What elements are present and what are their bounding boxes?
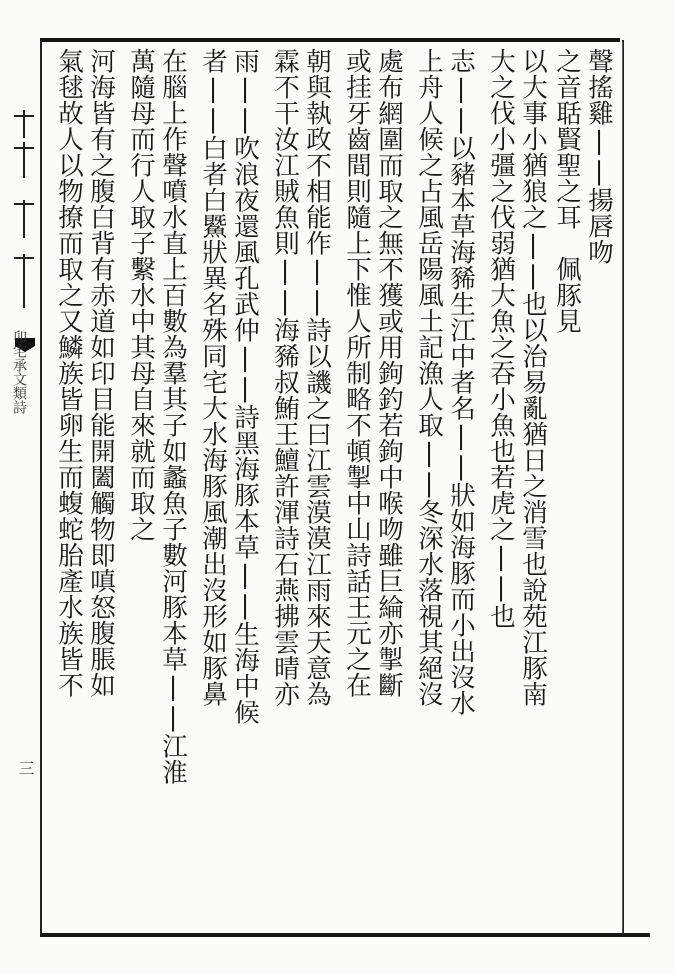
text-column-7: 處布網圍而取之無不獲或用鉤釣若鉤中喉吻雖巨綸亦掣斷 [374,48,404,698]
margin-page-number: 三 [16,760,35,776]
text-column-4: 大之伐小彊之伐弱猶大魚之吞小魚也若虎之||也 [486,48,516,629]
text-column-15: 河海皆有之腹白背有赤道如印目能開闔觸物即嗔怒腹脹如 [86,48,116,698]
text-column-12: 者||白者白鱀狀異名殊同宅大水海豚風潮出沒形如豚鼻 [198,48,228,707]
page-margin-strip [4,48,36,928]
text-column-2: 之音聒賢聖之耳 佩豚見 [552,48,582,334]
margin-book-code: 卯宅承文類詩 [11,330,27,414]
text-column-11: 雨||吹浪夜還風孔武仲||詩黑海豚本草||生海中候 [230,48,260,725]
text-column-10: 霖不干汝江賊魚則||海豨叔鮪王鱣許渾詩石燕拂雲晴亦 [270,48,300,707]
text-column-3: 以大事小猶狼之||也以治易亂猶日之消雪也說苑江豚南 [518,48,548,707]
top-border-rule [40,38,620,42]
edge-marks [10,108,38,328]
bottom-border-rule [40,933,650,937]
text-column-1: 聲搖雞||揚唇吻 [584,48,614,265]
text-column-5: 志||以豬本草海豨生江中者名||狀如海豚而小出沒水 [446,48,476,716]
text-column-16: 氣毬故人以物撩而取之又鱗族皆卵生而蝮蛇胎產水族皆不 [54,48,84,698]
left-border-rule [40,40,42,935]
text-column-6: 上舟人候之占風岳陽風土記漁人取||冬深水落視其絕沒 [414,48,444,707]
text-column-13: 在腦上作聲噴水直上百數為羣其子如蠡魚子數河豚本草||江淮 [158,48,188,785]
text-column-9: 朝與執政不相能作||詩以譏之曰江雲漠漠江雨來天意為 [302,48,332,707]
column-separator [622,42,623,933]
text-column-8: 或挂牙齒間則隨上下惟人所制略不頓掣中山詩話王元之在 [342,48,372,698]
text-column-14: 萬隨母而行人取子繫水中其母自來就而取之 [126,48,156,542]
